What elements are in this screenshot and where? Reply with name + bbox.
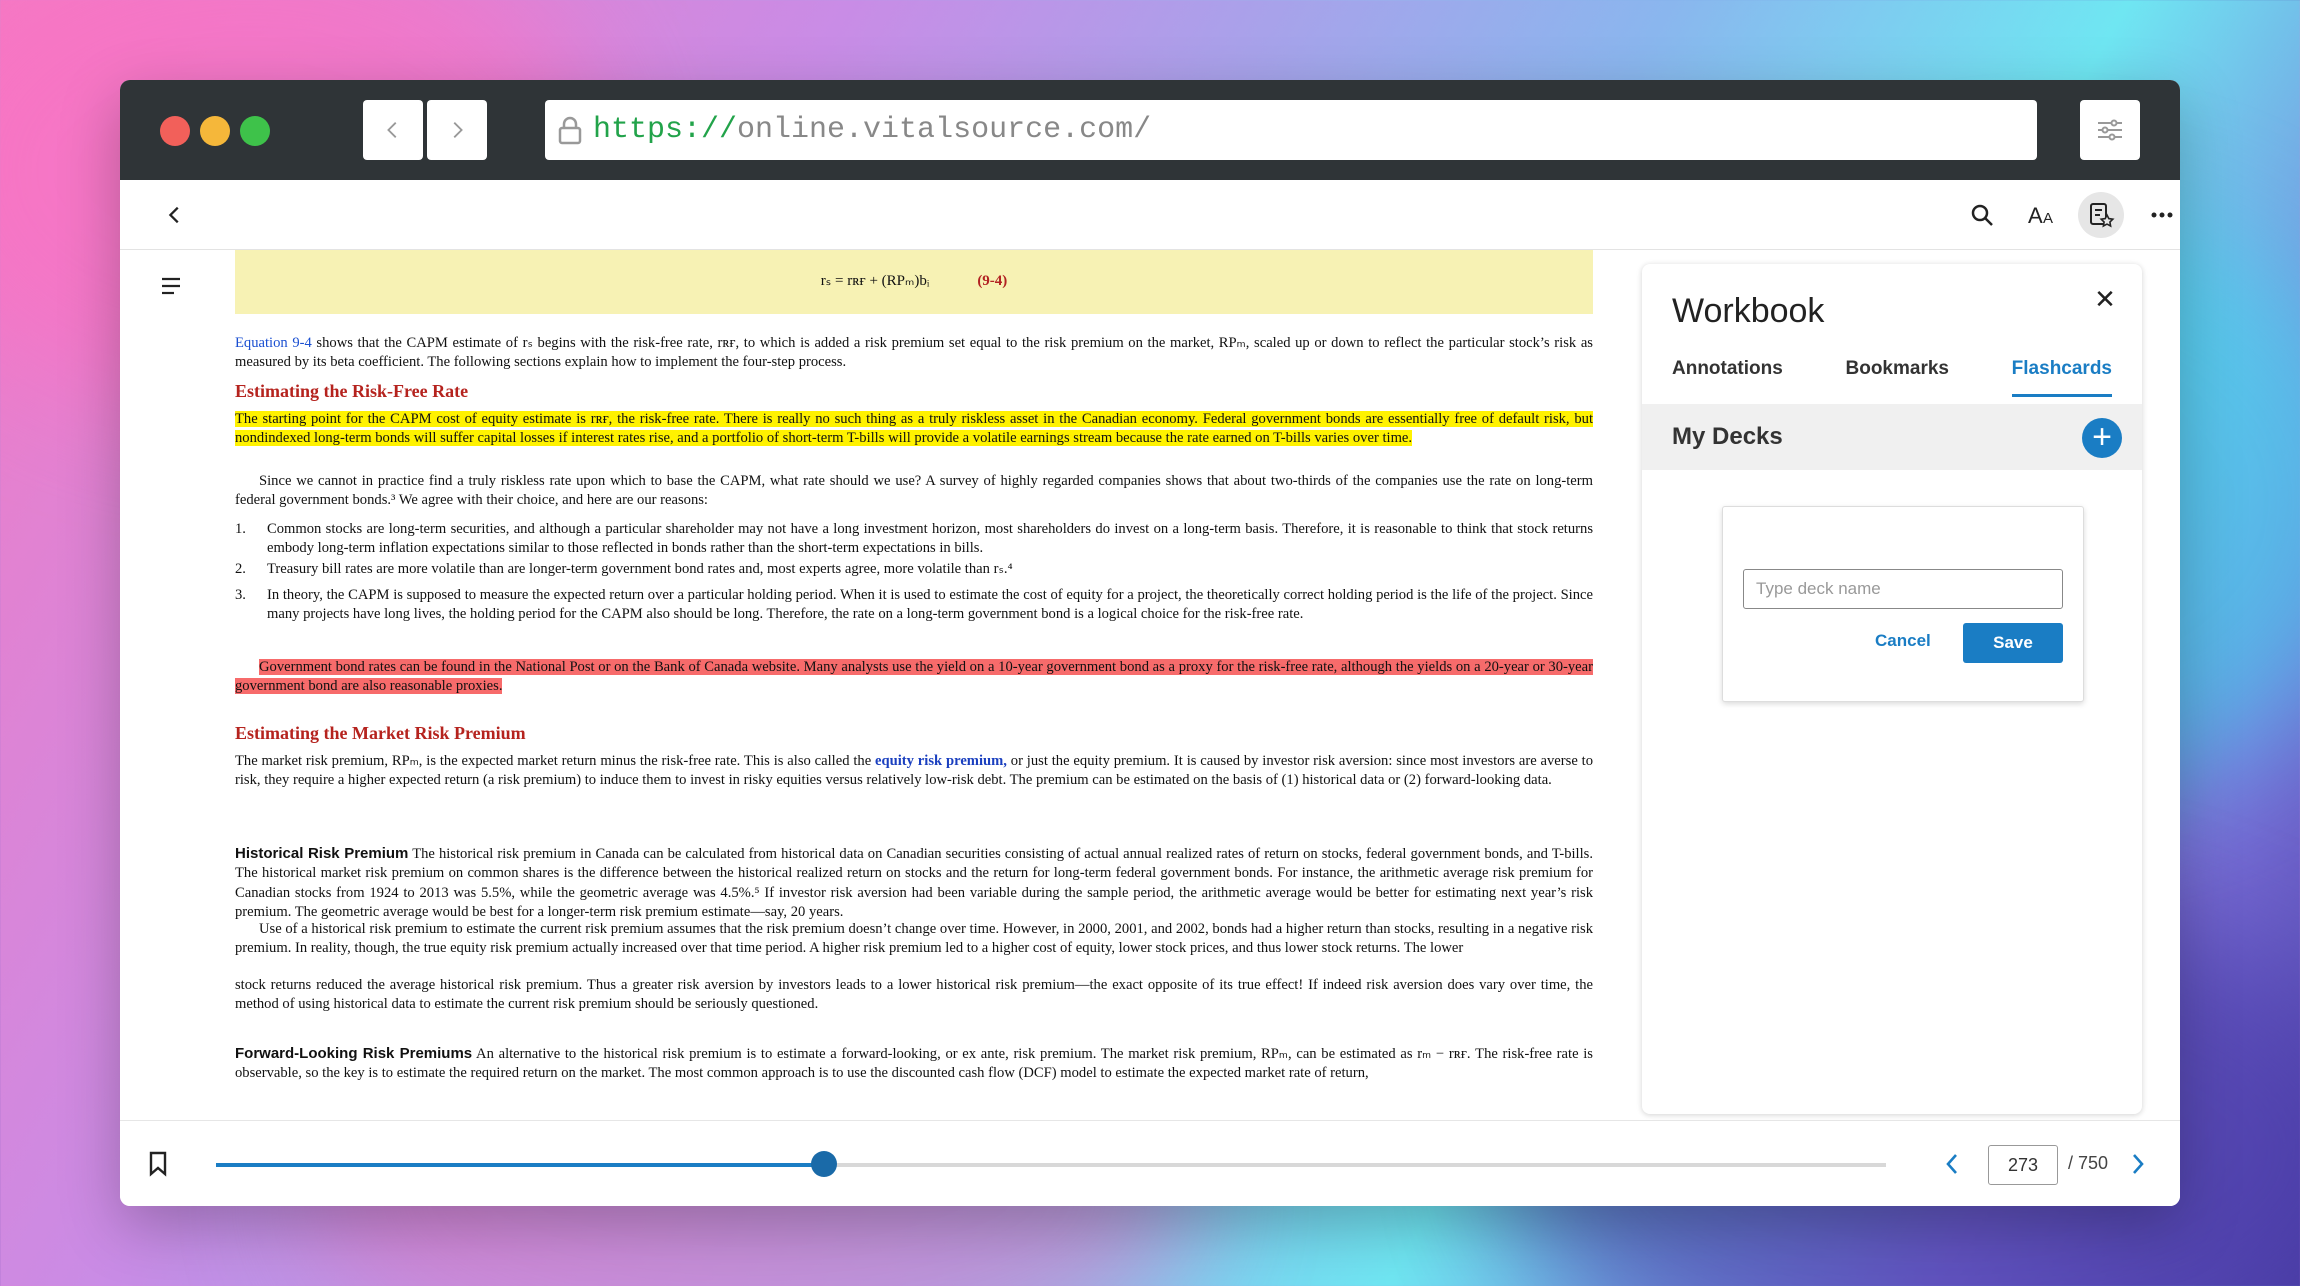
yellow-highlight[interactable]: The starting point for the CAPM cost of equity estimate is rʀғ, the risk-free rate. There is really no such thing as a truly riskless asset in the Canadian economy. Federal government bonds are essentially free of default risk, but nondindexed long-term bonds will suffer capital losses if interest rates rise, and a portfolio of short-term T-bills will provide a volatile earnings stream because the rate earned on T-bills varies over time. [235,411,1593,447]
paragraph-historical-use: Use of a historical risk premium to estimate the current risk premium assumes that the risk premium doesn’t change over time. However, in 2000, 2001, and 2002, bonds had a higher return than stocks, resulting in a negative risk premium. In reality, though, the true equity risk premium actually increased over that time period. A higher risk premium led to a higher cost of equity, lower stock prices, and thus lower stock returns. The lower [235,921,1593,957]
reader-content [120,250,2180,1196]
paragraph-market-risk [235,752,1593,791]
search-button[interactable] [1962,195,2002,235]
next-page-button[interactable] [2128,1151,2148,1182]
workbook-title: Workbook [1672,292,1825,330]
page-number-input[interactable] [1988,1145,2058,1185]
window-controls [160,116,270,146]
equation-text: rₛ = rʀғ + (RPₘ)bᵢ [820,273,930,290]
notebook-star-icon [2087,201,2115,229]
cancel-button[interactable]: Cancel [1875,631,1931,650]
forward-button[interactable] [427,100,487,160]
maximize-window-dot[interactable] [240,116,270,146]
progress-handle[interactable] [811,1151,837,1177]
text-size-button[interactable] [2022,195,2062,235]
my-decks-label: My Decks [1672,423,1783,450]
paragraph-risk-free [235,410,1593,449]
bookmark-button[interactable] [148,1151,168,1182]
minimize-window-dot[interactable] [200,116,230,146]
list-item [235,560,1593,579]
list-number: 2. [235,561,246,577]
reader-back-button[interactable] [155,195,195,235]
equation-number: (9-4) [977,273,1008,290]
page-progress-slider[interactable] [216,1163,1886,1167]
list-text: Common stocks are long-term securities, and although a particular shareholder may not have a long investment horizon, most shareholders do invest on a long-term basis. Therefore, it is reasonable to think that stock returns embody long-term inflation expectations similar to those reflected in bonds rather than the short-term expectations in bills. [267,521,1593,557]
more-horizontal-icon [2150,211,2174,219]
menu-icon [160,275,182,297]
add-deck-button[interactable]: + [2082,418,2122,458]
paragraph-text: An alternative to the historical risk premium is to estimate a forward-looking, or ex ante, risk premium. The market risk premium, RPₘ, can be estimated as rₘ − rʀғ. The risk-free rate is observable, so the key is to estimate the required return on the market. The most common approach is to use the discounted cash flow (DCF) model to estimate the expected market rate of return, [235,1046,1593,1082]
previous-page-button[interactable] [1942,1151,1962,1182]
reader-toolbar [120,180,2180,250]
address-bar[interactable] [545,100,2037,160]
url-host: online.vitalsource.com/ [737,113,1152,147]
chevron-right-icon [446,119,468,141]
paragraph-bond-rates [235,658,1593,697]
red-highlight[interactable]: Government bond rates can be found in the National Post or on the Bank of Canada website. Many analysts use the yield on a 10-year government bond as a proxy for the risk-free rate, although the yields on a 20-year or 30-year government bond are also reasonable proxies. [235,659,1593,695]
paragraph-text: The historical risk premium in Canada can be calculated from historical data on Canadian securities consisting of actual annual realized rates of return on stocks, federal government bonds, and T-bills. The historical market risk premium on common shares is the difference between the historical realized return on stocks and the return for long-term federal government bonds. For instance, the arithmetic average risk premium for Canadian stocks from 1924 to 2013 was 5.5%, while the geometric average was 4.5%.⁵ If investor risk aversion had been variable during the sample period, the arithmetic average would be better for estimating next year’s risk premium. The geometric average would be best for a longer-term risk premium estimate—say, 20 years. [235,846,1593,920]
tab-annotations[interactable]: Annotations [1672,358,1783,379]
svg-text:A: A [2028,203,2043,227]
section-heading-risk-free: Estimating the Risk-Free Rate [235,381,469,401]
chevron-right-icon [2128,1151,2148,1177]
more-options-button[interactable] [2142,195,2180,235]
list-number: 1. [235,521,246,537]
deck-name-input[interactable] [1743,569,2063,609]
list-item [235,520,1593,559]
paragraph-text: or just the equity premium. It is caused by investor risk aversion: since most investors are averse to risk, they require a higher expected return (a risk premium) to induce them to invest in risky equities versus relatively low-risk debt. The premium can be estimated on the basis of (1) historical data or (2) forward-looking data. [235,753,1593,789]
glossary-term-link[interactable]: equity risk premium, [875,753,1007,769]
subheading-historical: Historical Risk Premium [235,845,409,862]
paragraph-historical [235,844,1593,922]
chevron-left-icon [382,119,404,141]
list-number: 3. [235,587,246,603]
browser-window [120,80,2180,1206]
browser-titlebar [120,80,2180,180]
close-icon[interactable]: ✕ [2094,284,2116,314]
total-pages: / 750 [2068,1153,2109,1173]
paragraph-text: The market risk premium, RPₘ, is the expected market return minus the risk-free rate. This is also called the [235,753,876,769]
new-deck-form [1722,506,2084,702]
paragraph-historical-cont: stock returns reduced the average historical risk premium. Thus a greater risk aversion by investors leads to a lower historical risk premium—the exact opposite of its true effect! If indeed risk aversion does vary over time, the method of using historical data to estimate the current risk premium should be seriously questioned. [235,977,1593,1013]
chevron-left-icon [164,204,186,226]
workbook-button[interactable] [2078,192,2124,238]
back-button[interactable] [363,100,423,160]
chevron-left-icon [1942,1151,1962,1177]
list-text: Treasury bill rates are more volatile than are longer-term government bond rates and, most experts agree, more volatile than rₛ.⁴ [267,561,1013,577]
subheading-forward-looking: Forward-Looking Risk Premiums [235,1045,473,1062]
equation-link[interactable]: Equation 9-4 [235,335,312,351]
paragraph-intro [235,334,1593,373]
search-icon [1970,203,1994,227]
lock-icon [557,115,583,145]
list-item [235,586,1593,625]
font-size-icon [2027,203,2057,227]
book-page [235,250,1715,1196]
save-button[interactable]: Save [1963,623,2063,663]
close-window-dot[interactable] [160,116,190,146]
page-navigation-bar [120,1120,2180,1206]
paragraph-forward-looking [235,1044,1593,1084]
my-decks-header [1642,404,2142,470]
paragraph-text: shows that the CAPM estimate of rₛ begins with the risk-free rate, rʀғ, to which is added a risk premium set equal to the risk premium on the market, RPₘ, scaled up or down to reflect the particular stock’s risk as measured by its beta coefficient. The following sections explain how to implement the four-step process. [235,335,1593,371]
paragraph-riskless-rate: Since we cannot in practice find a truly riskless rate upon which to base the CAPM, what rate should we use? A survey of highly regarded companies shows that about two-thirds of the companies use the rate on long-term federal government bonds.³ We agree with their choice, and here are our reasons: [235,473,1593,509]
history-nav [363,100,487,160]
list-text: In theory, the CAPM is supposed to measure the expected return over a particular holding period. When it is used to estimate the cost of equity for a project, the theoretically correct holding period is the life of the project. Since many projects have long lives, the holding period for the CAPM also should be long. Therefore, the rate on a long-term government bond is a logical choice for the risk-free rate. [267,587,1593,623]
settings-button[interactable] [2080,100,2140,160]
svg-text:A: A [2043,210,2054,227]
tab-flashcards[interactable]: Flashcards [2012,358,2112,397]
tab-bookmarks[interactable]: Bookmarks [1845,358,1949,379]
progress-fill [216,1163,824,1167]
workbook-panel [1642,264,2142,1114]
table-of-contents-button[interactable] [160,275,190,305]
url-protocol: https:// [593,113,738,147]
bookmark-icon [148,1151,168,1177]
workbook-tabs [1672,358,2112,397]
sliders-icon [2095,118,2125,142]
equation-box [235,250,1593,314]
section-heading-market-risk: Estimating the Market Risk Premium [235,723,526,743]
